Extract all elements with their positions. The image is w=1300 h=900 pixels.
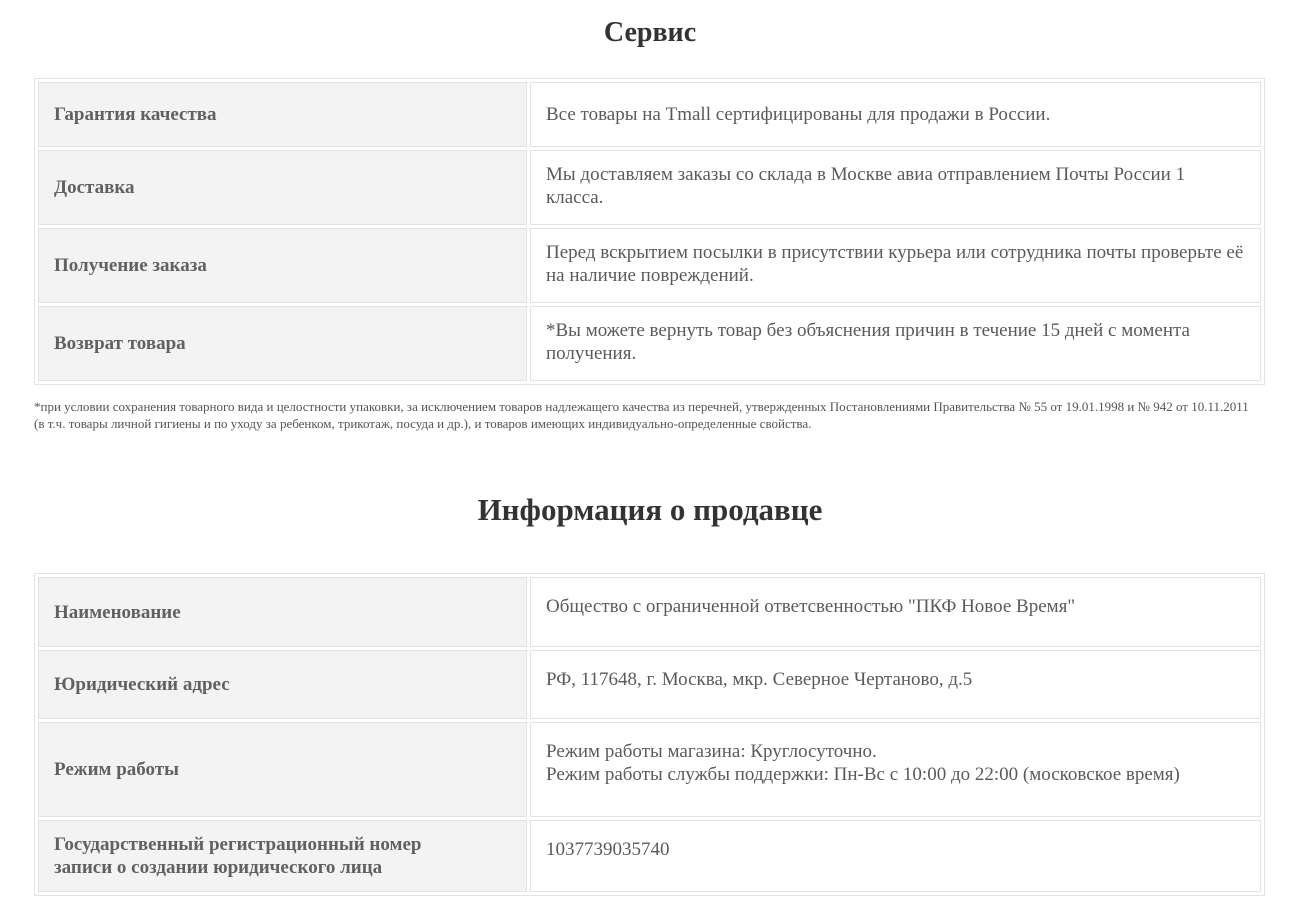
service-footnote: *при условии сохранения товарного вида и целостности упаковки, за исключением товаров надлежащего качества из перечней, утвержденных Постановлениями Правительства № 55 от 19.01.1998 и № 942 от 10.11.2011 (в т.ч. товары личной гигиены и по уходу за ребенком, трикотаж, посуда и др.), и товаров имеющих индивидуально-определенные свойства.	[34, 399, 1249, 431]
table-row	[38, 306, 1261, 381]
quality-guarantee-value: Все товары на Tmall сертифицированы для продажи в России.	[530, 82, 1261, 147]
table-row	[38, 577, 1261, 647]
legal-address-value: РФ, 117648, г. Москва, мкр. Северное Чертаново, д.5	[530, 650, 1261, 719]
table-row	[38, 228, 1261, 303]
order-receipt-value: Перед вскрытием посылки в присутствии курьера или сотрудника почты проверьте её на наличие повреждений.	[530, 228, 1261, 303]
delivery-label: Доставка	[38, 150, 527, 225]
working-hours-label: Режим работы	[38, 722, 527, 817]
legal-address-label: Юридический адрес	[38, 650, 527, 719]
registration-number-value: 1037739035740	[530, 820, 1261, 892]
quality-guarantee-label: Гарантия качества	[38, 82, 527, 147]
service-section-title: Сервис	[603, 17, 697, 48]
table-row	[38, 650, 1261, 719]
seller-info-table	[34, 573, 1265, 896]
table-row	[38, 82, 1261, 147]
table-row	[38, 722, 1261, 817]
return-label: Возврат товара	[38, 306, 527, 381]
registration-number-label: Государственный регистрационный номер записи о создании юридического лица	[38, 820, 527, 892]
delivery-value: Мы доставляем заказы со склада в Москве авиа отправлением Почты России 1 класса.	[530, 150, 1261, 225]
order-receipt-label: Получение заказа	[38, 228, 527, 303]
seller-section-title: Информация о продавце	[477, 492, 823, 527]
return-value: *Вы можете вернуть товар без объяснения причин в течение 15 дней с момента получения.	[530, 306, 1261, 381]
table-row	[38, 820, 1261, 892]
working-hours-value: Режим работы магазина: Круглосуточно. Режим работы службы поддержки: Пн-Вс с 10:00 до 22:00 (московское время)	[530, 722, 1261, 817]
company-name-value: Общество с ограниченной ответсвенностью "ПКФ Новое Время"	[530, 577, 1261, 647]
table-row	[38, 150, 1261, 225]
service-table	[34, 78, 1265, 385]
company-name-label: Наименование	[38, 577, 527, 647]
